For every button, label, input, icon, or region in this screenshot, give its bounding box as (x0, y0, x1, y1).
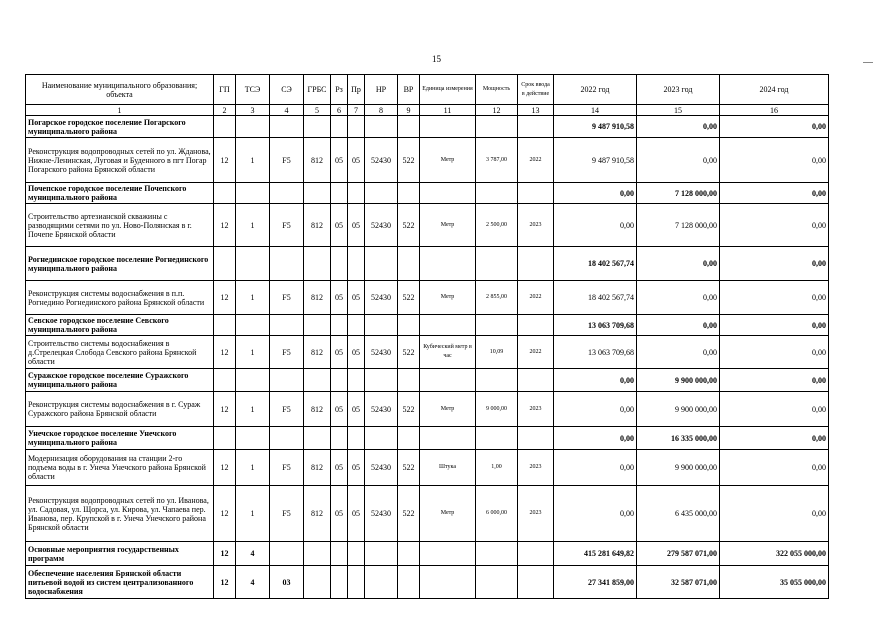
row-unit: Метр (420, 138, 476, 183)
row-grbs (304, 116, 331, 138)
row-tse (236, 116, 270, 138)
row-name: Модернизация оборудования на станции 2-го подъема воды в г. Унеча Унечского района Брянской области (26, 450, 214, 486)
row-grbs (304, 247, 331, 281)
header-2023: 2023 год (637, 75, 720, 105)
row-pr (348, 566, 365, 599)
row-unit (420, 542, 476, 566)
row-rz (331, 566, 348, 599)
row-se: F5 (270, 392, 304, 427)
column-number: 13 (518, 105, 554, 116)
row-name: Севское городское поселение Севского муниципального района (26, 315, 214, 336)
table-row (26, 486, 829, 542)
row-2024: 0,00 (720, 392, 829, 427)
row-unit: Кубический метр в час (420, 336, 476, 369)
row-pr (348, 116, 365, 138)
row-2024: 0,00 (720, 450, 829, 486)
row-2022: 0,00 (554, 204, 637, 247)
table-row (26, 281, 829, 315)
column-number: 14 (554, 105, 637, 116)
row-2023: 0,00 (637, 247, 720, 281)
row-2023: 6 435 000,00 (637, 486, 720, 542)
row-vr: 522 (398, 204, 420, 247)
row-2023: 16 335 000,00 (637, 427, 720, 450)
row-pr: 05 (348, 392, 365, 427)
row-2023: 32 587 071,00 (637, 566, 720, 599)
row-vr: 522 (398, 281, 420, 315)
row-2023: 9 900 000,00 (637, 369, 720, 392)
row-capacity (476, 566, 518, 599)
row-pr (348, 542, 365, 566)
row-vr (398, 369, 420, 392)
row-capacity: 6 000,00 (476, 486, 518, 542)
row-rz (331, 116, 348, 138)
row-2022: 27 341 859,00 (554, 566, 637, 599)
row-tse: 1 (236, 281, 270, 315)
row-unit (420, 427, 476, 450)
header-2022: 2022 год (554, 75, 637, 105)
row-2023: 0,00 (637, 116, 720, 138)
row-pr (348, 183, 365, 204)
row-2022: 0,00 (554, 450, 637, 486)
row-deadline (518, 542, 554, 566)
row-grbs (304, 369, 331, 392)
row-tse: 1 (236, 204, 270, 247)
row-pr: 05 (348, 486, 365, 542)
row-nr: 52430 (365, 336, 398, 369)
row-nr: 52430 (365, 138, 398, 183)
row-2022: 0,00 (554, 369, 637, 392)
row-tse (236, 427, 270, 450)
row-deadline (518, 566, 554, 599)
row-capacity (476, 542, 518, 566)
row-nr (365, 116, 398, 138)
row-rz (331, 247, 348, 281)
row-vr (398, 315, 420, 336)
row-2024: 0,00 (720, 247, 829, 281)
row-grbs: 812 (304, 486, 331, 542)
row-vr (398, 116, 420, 138)
table-row (26, 542, 829, 566)
row-2022: 0,00 (554, 486, 637, 542)
row-deadline (518, 427, 554, 450)
row-grbs: 812 (304, 450, 331, 486)
row-2024: 0,00 (720, 336, 829, 369)
row-se: F5 (270, 138, 304, 183)
row-2023: 9 900 000,00 (637, 450, 720, 486)
row-name: Строительство артезианской скважины с разводящими сетями по ул. Ново-Полянская в г. Почепе Брянской области (26, 204, 214, 247)
row-2022: 9 487 910,58 (554, 138, 637, 183)
row-se: 03 (270, 566, 304, 599)
row-2023: 7 128 000,00 (637, 204, 720, 247)
header-gp: ГП (214, 75, 236, 105)
row-unit (420, 116, 476, 138)
row-name: Унечское городское поселение Унечского муниципального района (26, 427, 214, 450)
row-se: F5 (270, 486, 304, 542)
header-deadline: Срок ввода в действие (518, 75, 554, 105)
row-2023: 9 900 000,00 (637, 392, 720, 427)
row-gp: 12 (214, 281, 236, 315)
row-se (270, 427, 304, 450)
header-rz: Рз (331, 75, 348, 105)
row-unit (420, 183, 476, 204)
row-rz: 05 (331, 138, 348, 183)
row-nr: 52430 (365, 392, 398, 427)
row-nr: 52430 (365, 281, 398, 315)
row-rz (331, 542, 348, 566)
row-grbs (304, 315, 331, 336)
row-2022: 415 281 649,82 (554, 542, 637, 566)
row-deadline: 2022 (518, 138, 554, 183)
row-grbs: 812 (304, 392, 331, 427)
row-2022: 18 402 567,74 (554, 281, 637, 315)
row-pr: 05 (348, 138, 365, 183)
row-unit: Метр (420, 486, 476, 542)
row-unit: Метр (420, 392, 476, 427)
row-vr (398, 566, 420, 599)
table-row (26, 450, 829, 486)
row-2024: 35 055 000,00 (720, 566, 829, 599)
row-2024: 0,00 (720, 315, 829, 336)
row-se: F5 (270, 450, 304, 486)
row-nr (365, 315, 398, 336)
row-unit: Штука (420, 450, 476, 486)
edge-mark (863, 62, 873, 63)
row-nr (365, 247, 398, 281)
header-2024: 2024 год (720, 75, 829, 105)
row-2023: 0,00 (637, 315, 720, 336)
table-row (26, 138, 829, 183)
row-nr: 52430 (365, 450, 398, 486)
row-pr (348, 315, 365, 336)
row-deadline: 2023 (518, 204, 554, 247)
header-pr: Пр (348, 75, 365, 105)
row-capacity (476, 183, 518, 204)
row-2022: 0,00 (554, 183, 637, 204)
row-2022: 0,00 (554, 427, 637, 450)
row-unit: Метр (420, 281, 476, 315)
row-gp (214, 183, 236, 204)
row-gp (214, 369, 236, 392)
row-se: F5 (270, 204, 304, 247)
column-number-row (26, 105, 829, 116)
row-vr: 522 (398, 392, 420, 427)
row-name: Реконструкция системы водоснабжения в п.п. Рогнедино Рогнединского района Брянской области (26, 281, 214, 315)
row-se (270, 116, 304, 138)
table-row (26, 369, 829, 392)
row-rz (331, 369, 348, 392)
row-2024: 0,00 (720, 183, 829, 204)
row-vr: 522 (398, 336, 420, 369)
row-se (270, 315, 304, 336)
row-name: Строительство системы водоснабжения в д.Стрелецкая Слобода Севского района Брянской области (26, 336, 214, 369)
row-tse: 1 (236, 486, 270, 542)
budget-table (25, 74, 829, 599)
row-grbs (304, 427, 331, 450)
table-row (26, 315, 829, 336)
row-gp (214, 116, 236, 138)
row-gp (214, 427, 236, 450)
row-name: Погарское городское поселение Погарского муниципального района (26, 116, 214, 138)
row-gp: 12 (214, 204, 236, 247)
row-tse (236, 315, 270, 336)
row-se (270, 542, 304, 566)
row-nr: 52430 (365, 486, 398, 542)
header-se: СЭ (270, 75, 304, 105)
row-nr (365, 427, 398, 450)
row-2023: 0,00 (637, 281, 720, 315)
row-unit (420, 566, 476, 599)
column-number: 16 (720, 105, 829, 116)
header-tse: ТСЭ (236, 75, 270, 105)
row-tse: 4 (236, 542, 270, 566)
row-se (270, 183, 304, 204)
row-pr (348, 247, 365, 281)
row-name: Реконструкция водопроводных сетей по ул. Иванова, ул. Садовая, ул. Щорса, ул. Кирова, ул. Чапаева пер. Иванова, пер. Крупской в г. Унеча Унечского района Брянской области (26, 486, 214, 542)
row-name: Реконструкция системы водоснабжения в г. Сураж Суражского района Брянской области (26, 392, 214, 427)
row-capacity (476, 247, 518, 281)
row-se: F5 (270, 281, 304, 315)
row-pr (348, 427, 365, 450)
column-number: 1 (26, 105, 214, 116)
row-deadline: 2023 (518, 486, 554, 542)
row-tse (236, 369, 270, 392)
row-deadline: 2023 (518, 450, 554, 486)
table-row (26, 183, 829, 204)
row-rz: 05 (331, 204, 348, 247)
row-2024: 0,00 (720, 116, 829, 138)
row-capacity: 10,09 (476, 336, 518, 369)
row-2024: 0,00 (720, 138, 829, 183)
row-rz (331, 183, 348, 204)
row-nr (365, 369, 398, 392)
row-name: Реконструкция водопроводных сетей по ул. Жданова, Нижне-Ленинская, Луговая и Буденного в пгт Погар Погарского района Брянской области (26, 138, 214, 183)
row-grbs: 812 (304, 281, 331, 315)
table-body (26, 116, 829, 599)
row-grbs: 812 (304, 336, 331, 369)
column-number: 11 (420, 105, 476, 116)
header-grbs: ГРБС (304, 75, 331, 105)
table-row (26, 336, 829, 369)
row-unit (420, 247, 476, 281)
row-2024: 0,00 (720, 204, 829, 247)
row-name: Рогнединское городское поселение Рогнединского муниципального района (26, 247, 214, 281)
row-gp: 12 (214, 138, 236, 183)
row-capacity: 9 000,00 (476, 392, 518, 427)
row-2024: 0,00 (720, 281, 829, 315)
row-unit: Метр (420, 204, 476, 247)
row-gp: 12 (214, 566, 236, 599)
row-gp: 12 (214, 542, 236, 566)
row-2022: 13 063 709,68 (554, 315, 637, 336)
row-2022: 18 402 567,74 (554, 247, 637, 281)
row-capacity (476, 116, 518, 138)
row-capacity (476, 369, 518, 392)
row-capacity: 1,00 (476, 450, 518, 486)
row-vr (398, 183, 420, 204)
row-pr: 05 (348, 450, 365, 486)
row-gp: 12 (214, 486, 236, 542)
row-2024: 0,00 (720, 369, 829, 392)
row-deadline: 2022 (518, 281, 554, 315)
row-capacity: 3 787,00 (476, 138, 518, 183)
row-se (270, 369, 304, 392)
header-row (26, 75, 829, 105)
row-2022: 9 487 910,58 (554, 116, 637, 138)
row-nr (365, 542, 398, 566)
row-2023: 279 587 071,00 (637, 542, 720, 566)
row-rz: 05 (331, 336, 348, 369)
row-grbs (304, 183, 331, 204)
row-gp: 12 (214, 392, 236, 427)
row-name: Основные мероприятия государственных программ (26, 542, 214, 566)
row-grbs: 812 (304, 204, 331, 247)
column-number: 4 (270, 105, 304, 116)
row-capacity: 2 500,00 (476, 204, 518, 247)
row-pr: 05 (348, 204, 365, 247)
row-vr (398, 427, 420, 450)
row-rz: 05 (331, 281, 348, 315)
row-2024: 322 055 000,00 (720, 542, 829, 566)
row-name: Обеспечение населения Брянской области питьевой водой из систем централизованного водоснабжения (26, 566, 214, 599)
row-deadline: 2022 (518, 336, 554, 369)
row-vr: 522 (398, 450, 420, 486)
row-se: F5 (270, 336, 304, 369)
row-se (270, 247, 304, 281)
row-capacity (476, 427, 518, 450)
row-deadline (518, 183, 554, 204)
row-name: Суражское городское поселение Суражского муниципального района (26, 369, 214, 392)
row-rz: 05 (331, 450, 348, 486)
row-nr: 52430 (365, 204, 398, 247)
row-pr: 05 (348, 281, 365, 315)
row-unit (420, 369, 476, 392)
column-number: 9 (398, 105, 420, 116)
row-deadline (518, 116, 554, 138)
row-unit (420, 315, 476, 336)
row-deadline: 2023 (518, 392, 554, 427)
column-number: 3 (236, 105, 270, 116)
page-number: 15 (432, 54, 441, 64)
row-tse: 1 (236, 450, 270, 486)
table-row (26, 116, 829, 138)
row-grbs (304, 566, 331, 599)
column-number: 8 (365, 105, 398, 116)
column-number: 5 (304, 105, 331, 116)
row-vr (398, 247, 420, 281)
row-2023: 0,00 (637, 336, 720, 369)
row-rz: 05 (331, 392, 348, 427)
row-2022: 0,00 (554, 392, 637, 427)
row-gp: 12 (214, 450, 236, 486)
row-name: Почепское городское поселение Почепского муниципального района (26, 183, 214, 204)
row-2022: 13 063 709,68 (554, 336, 637, 369)
row-pr (348, 369, 365, 392)
header-name: Наименование муниципального образования; объекта (26, 75, 214, 105)
table-row (26, 392, 829, 427)
row-vr: 522 (398, 486, 420, 542)
header-vr: ВР (398, 75, 420, 105)
column-number: 15 (637, 105, 720, 116)
row-nr (365, 183, 398, 204)
row-grbs: 812 (304, 138, 331, 183)
row-2024: 0,00 (720, 486, 829, 542)
row-rz (331, 315, 348, 336)
table-row (26, 204, 829, 247)
column-number: 2 (214, 105, 236, 116)
row-rz (331, 427, 348, 450)
row-deadline (518, 247, 554, 281)
row-capacity: 2 855,00 (476, 281, 518, 315)
header-unit: Единица измерения (420, 75, 476, 105)
header-nr: НР (365, 75, 398, 105)
row-vr (398, 542, 420, 566)
row-tse: 1 (236, 392, 270, 427)
row-vr: 522 (398, 138, 420, 183)
row-tse (236, 183, 270, 204)
header-capacity: Мощность (476, 75, 518, 105)
row-gp: 12 (214, 336, 236, 369)
row-2023: 0,00 (637, 138, 720, 183)
table-row (26, 566, 829, 599)
row-2023: 7 128 000,00 (637, 183, 720, 204)
row-tse: 4 (236, 566, 270, 599)
table-row (26, 247, 829, 281)
row-pr: 05 (348, 336, 365, 369)
row-deadline (518, 369, 554, 392)
row-2024: 0,00 (720, 427, 829, 450)
row-deadline (518, 315, 554, 336)
table-row (26, 427, 829, 450)
row-tse (236, 247, 270, 281)
column-number: 6 (331, 105, 348, 116)
row-tse: 1 (236, 138, 270, 183)
row-gp (214, 315, 236, 336)
column-number: 12 (476, 105, 518, 116)
row-capacity (476, 315, 518, 336)
row-grbs (304, 542, 331, 566)
row-rz: 05 (331, 486, 348, 542)
row-nr (365, 566, 398, 599)
row-tse: 1 (236, 336, 270, 369)
row-gp (214, 247, 236, 281)
column-number: 7 (348, 105, 365, 116)
